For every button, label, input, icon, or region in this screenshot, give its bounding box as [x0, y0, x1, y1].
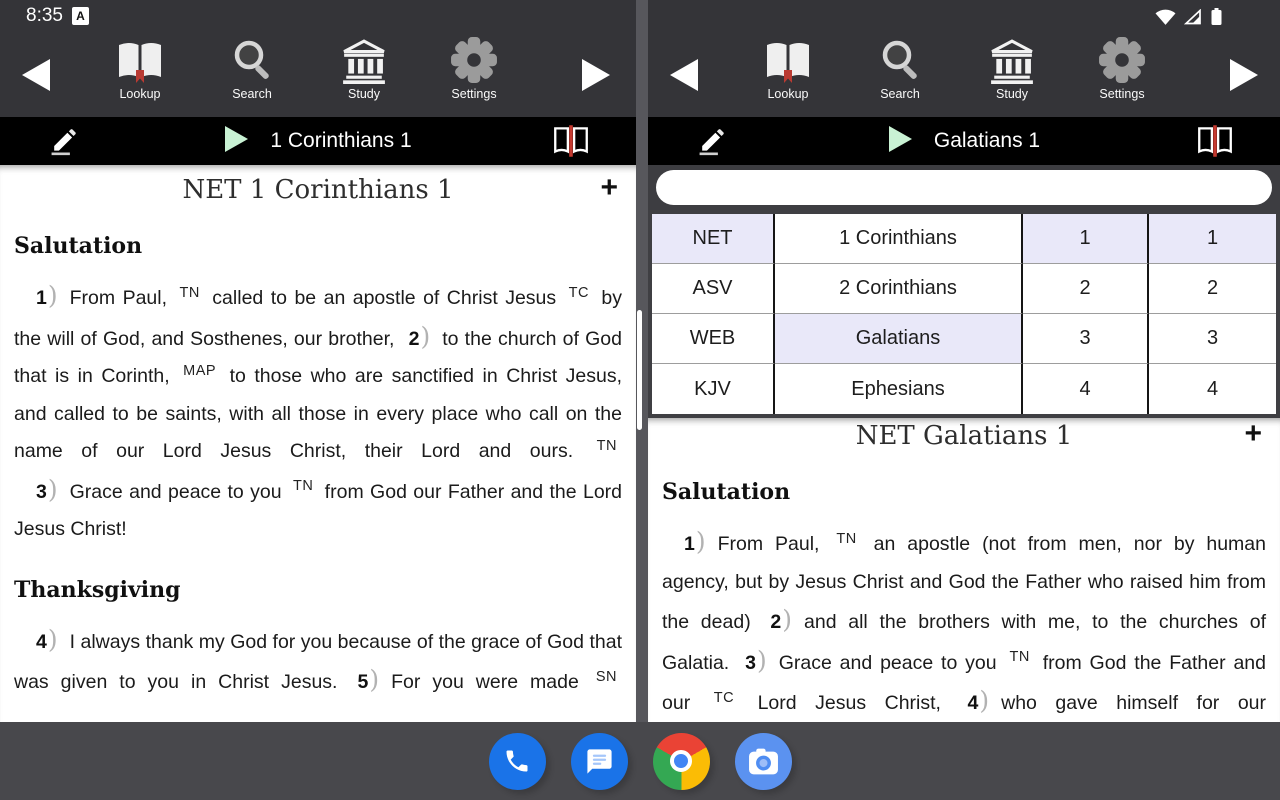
toolbar-search-label: Search [232, 87, 272, 101]
toolbar-search-button[interactable] [858, 34, 942, 101]
toolbar-settings-label: Settings [1099, 87, 1145, 101]
magnifier-icon [858, 34, 942, 84]
verse-number[interactable]: 2) [770, 605, 793, 634]
right-toolbar [648, 0, 1280, 117]
gear-icon [1080, 34, 1164, 84]
bookmark-book-icon[interactable] [1194, 124, 1236, 163]
right-chapter-title-row [662, 418, 1266, 451]
section-heading: Salutation [662, 479, 791, 505]
picker-cell-verse[interactable]: 4 [1149, 364, 1276, 414]
verse-number[interactable]: 5) [357, 665, 380, 694]
toolbar-search-button[interactable] [210, 34, 294, 101]
status-icons [1155, 8, 1222, 30]
add-tab-button[interactable]: + [600, 171, 618, 204]
messages-icon[interactable] [571, 733, 628, 790]
phone-icon[interactable] [489, 733, 546, 790]
toolbar-lookup-label: Lookup [119, 87, 161, 101]
toolbar-search-label: Search [880, 87, 920, 101]
chrome-icon[interactable] [653, 733, 710, 790]
toolbar-lookup-button[interactable] [746, 34, 830, 101]
reference-search-strip [648, 165, 1280, 210]
picker-cell-book[interactable]: 1 Corinthians [775, 214, 1023, 264]
verse-paragraph: 4) I always thank my God for you because of the grace of God that was given to you in Christ Jesus. 5) For you were made $^{SN}$ [14, 624, 622, 694]
left-verse-nav-bar [0, 117, 636, 165]
footnote-link[interactable]: TN [179, 284, 200, 301]
verse-number[interactable]: 3) [745, 645, 767, 675]
left-pane-scrollbar[interactable] [637, 310, 642, 430]
picker-cell-version[interactable]: KJV [652, 364, 775, 414]
camera-icon[interactable] [735, 733, 792, 790]
open-book-icon [98, 34, 182, 84]
verse-number[interactable]: 4) [36, 624, 58, 654]
picker-cell-chapter[interactable]: 4 [1023, 364, 1149, 414]
picker-cell-book[interactable]: Galatians [775, 314, 1023, 364]
forward-arrow-icon [1227, 82, 1261, 99]
footnote-link[interactable]: TC [568, 284, 589, 301]
footnote-link[interactable]: TN [1009, 649, 1030, 665]
verse-number[interactable]: 1) [36, 281, 58, 310]
play-icon[interactable] [224, 125, 250, 158]
picker-cell-version[interactable]: NET [652, 214, 775, 264]
picker-cell-verse[interactable]: 3 [1149, 314, 1276, 364]
gear-icon [432, 34, 516, 84]
toolbar-study-button[interactable] [322, 34, 406, 101]
play-icon[interactable] [888, 125, 914, 158]
right-reader-content [648, 418, 1280, 722]
footnote-link[interactable]: TN [836, 530, 857, 547]
toolbar-study-label: Study [996, 87, 1028, 101]
verse-paragraph: 1) From Paul, $^{TN}$ called to be an apostle of Christ Jesus $^{TC}$ by the will of God, and Sosthenes, our brother, 2) to the church of God that is in Corinth, $^{MAP}$ to those who are sanctified in Christ Jesus, and called to be saints, with all those in every place who call on the name of our Lord Jesus Christ, their Lord and ours. $^{TN}$ [14, 281, 623, 462]
open-book-icon [746, 34, 830, 84]
verse-paragraph: 1) From Paul, $^{TN}$ an apostle (not from men, nor by human agency, but by Jesus Christ and God the Father who raised him from the dead) 2) and all the brothers with me, to the churches of Galatia. 3) Grace and peace to you $^{TN}$ from God the Father and our $^{TC}$ Lord Jesus Christ, 4) who gave himself for our [662, 527, 1267, 715]
footnote-link[interactable]: TN [292, 478, 314, 494]
clock: 8:35 [26, 5, 63, 26]
toolbar-settings-button[interactable] [1080, 34, 1164, 101]
left-chapter-title-row [14, 165, 622, 205]
left-reader-blocks [14, 233, 622, 702]
picker-cell-chapter[interactable]: 3 [1023, 314, 1149, 364]
forward-arrow-icon [579, 82, 613, 99]
toolbar-forward-button[interactable] [576, 55, 616, 100]
section-heading: Thanksgiving [14, 576, 181, 603]
right-chapter-title: NET Galatians 1 [855, 421, 1073, 451]
verse-number[interactable]: 2) [408, 321, 431, 351]
left-toolbar [0, 0, 636, 117]
right-reader-blocks [662, 479, 1266, 722]
picker-cell-chapter[interactable]: 2 [1023, 264, 1149, 314]
toolbar-lookup-label: Lookup [767, 87, 809, 101]
picker-cell-verse[interactable]: 1 [1149, 214, 1276, 264]
picker-cell-version[interactable]: WEB [652, 314, 775, 364]
verse-picker-table [648, 210, 1280, 418]
footnote-link[interactable]: TC [713, 689, 735, 706]
right-verse-nav-center[interactable] [648, 117, 1280, 165]
add-tab-button[interactable]: + [1244, 418, 1262, 450]
bank-icon [970, 34, 1054, 84]
picker-cell-chapter[interactable]: 1 [1023, 214, 1149, 264]
toolbar-back-button[interactable] [16, 55, 56, 100]
left-chapter-title: NET 1 Corinthians 1 [182, 175, 454, 205]
picker-cell-verse[interactable]: 2 [1149, 264, 1276, 314]
notification-badge-icon: A [72, 7, 89, 25]
toolbar-back-button[interactable] [664, 55, 704, 100]
section-heading: Salutation [14, 233, 143, 259]
reference-search-input[interactable] [656, 170, 1272, 205]
left-verse-nav-center[interactable] [0, 117, 636, 165]
toolbar-forward-button[interactable] [1224, 55, 1264, 100]
bookmark-book-icon[interactable] [550, 124, 592, 163]
magnifier-icon [210, 34, 294, 84]
verse-number[interactable]: 1) [684, 527, 706, 556]
right-reference-title[interactable]: Galatians 1 [933, 129, 1041, 152]
footnote-link[interactable]: MAP [183, 362, 217, 379]
bank-icon [322, 34, 406, 84]
back-arrow-icon [667, 82, 701, 99]
toolbar-study-button[interactable] [970, 34, 1054, 101]
toolbar-study-label: Study [348, 87, 380, 101]
left-reader-content [0, 165, 636, 722]
picker-cell-version[interactable]: ASV [652, 264, 775, 314]
toolbar-settings-button[interactable] [432, 34, 516, 101]
right-pane [648, 0, 1280, 722]
wifi-icon [1155, 9, 1176, 30]
back-arrow-icon [19, 82, 53, 99]
pane-divider[interactable] [636, 0, 648, 722]
picker-cell-book[interactable]: Ephesians [775, 364, 1023, 414]
right-verse-nav-bar [648, 117, 1280, 165]
android-dock [0, 722, 1280, 800]
chrome-hub [670, 750, 692, 772]
cell-signal-icon [1184, 9, 1203, 30]
left-pane [0, 0, 636, 722]
footnote-link[interactable]: SN [595, 668, 617, 685]
battery-icon [1211, 8, 1222, 30]
left-reference-title[interactable]: 1 Corinthians 1 [270, 129, 412, 152]
toolbar-settings-label: Settings [451, 87, 497, 101]
verse-paragraph: 3) Grace and peace to you $^{TN}$ from God our Father and the Lord Jesus Christ! [14, 474, 622, 540]
verse-number[interactable]: 4) [967, 686, 990, 715]
verse-number[interactable]: 3) [36, 474, 58, 504]
toolbar-lookup-button[interactable] [98, 34, 182, 101]
footnote-link[interactable]: TN [596, 437, 617, 454]
picker-cell-book[interactable]: 2 Corinthians [775, 264, 1023, 314]
